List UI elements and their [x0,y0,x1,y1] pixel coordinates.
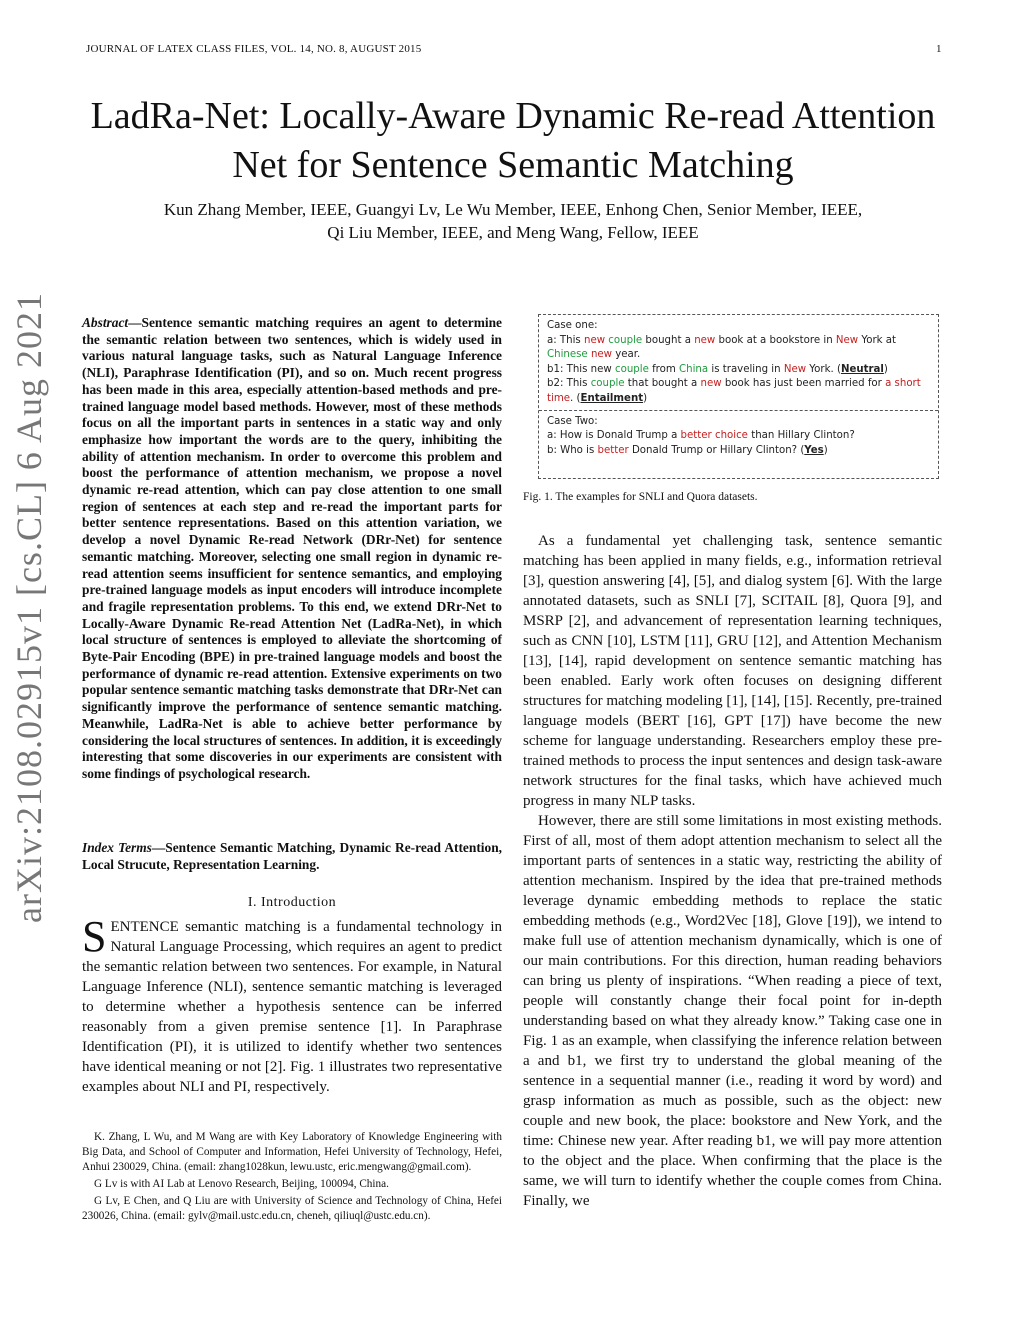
label-yes: Yes [804,444,824,456]
case-two-title: Case Two: [547,415,598,427]
section-heading: I. Introduction [247,895,337,910]
author-line-2: Qi Liu Member, IEEE, and Meng Wang, Fellow, IEEE [327,223,699,242]
author-list [80,198,946,244]
index-terms [82,840,502,873]
footnotes [82,1130,502,1226]
label-neutral: Neutral [840,363,884,375]
footnote: K. Zhang, L Wu, and M Wang are with Key Laboratory of Knowledge Engineering with Big Data, and School of Computer and Information, Hefei University of Technology, Hefei, Anhui 230029, China. (email: zhang1028kun, lewu.ustc, eric.mengwang@gmail.com). [82,1131,502,1173]
case-one-title: Case one: [547,320,598,331]
index-terms-label: Index Terms [82,840,152,855]
page-number: 1 [936,43,942,55]
figure-caption: Fig. 1. The examples for SNLI and Quora datasets. [523,491,758,503]
paragraph: As a fundamental yet challenging task, sentence semantic matching has been applied in many fields, e.g., information retrieval [3], question answering [4], [5], and dialog system [6]. With the large annotated datasets, such as SNLI [7], SCITAIL [8], Quora [9], and MSRP [2], and advancement of representation learning techniques, such as CNN [10], LSTM [11], GRU [12], and Attention Mechanism [13], [14], rapid development on sentence semantic matching has been enabled. Early work often focuses on designing different structures for matching modeling [1], [14], [15]. Recently, pre-trained language models (BERT [16], GPT [17]) have become the new scheme for language understanding. Researchers employ these pre-trained methods to process the input sentences and design task-aware network structures for the final tasks, which have achieved much progress in many NLP tasks. [523,533,942,809]
case-two-b: b: Who is better Donald Trump or Hillary Clinton? (Yes) [547,444,828,456]
paragraph: However, there are still some limitations in most existing methods. First of all, most of them adopt attention mechanism to select all the important parts of sentences in a static way, restricting the ability of attention mechanism. Inspired by the idea that pre-trained methods leverage dynamic embedding methods to replace the static embedding methods (e.g., Word2Vec [18], Glove [19]), we intend to make full use of attention mechanism dynamically, which is one of our main contributions. For this direction, human reading behaviors can bring us plenty of inspirations. “When reading a piece of text, people will constantly change their focal point for in-depth understanding based on what they already know.” Taking case one in Fig. 1 as an example, when classifying the inference relation between a and b1, we first try to understand the global meaning of the sentence in a sequential manner (i.e., reading it word by word) and grasp information as much as possible, such as the object: new couple and new book, the place: bookstore and New York, and the time: Chinese new year. After reading b1, we will pay more attention to the object and the place. When confirming that the place is the same, we will turn to identify whether the couple comes from China. Finally, we [523,813,942,1209]
figure-divider [539,410,938,411]
right-column [523,531,942,1211]
label-entailment: Entailment [580,392,644,404]
abstract [82,315,502,783]
case-one-b1: b1: This new couple from China is traveling in New York. (Neutral) [547,363,888,375]
case-one-a: a: This new couple bought a new book at a bookstore in New York at Chinese new year. [547,334,897,361]
index-terms-text: —Sentence Semantic Matching, Dynamic Re-read Attention, Local Strucute, Representation Learning. [82,840,502,872]
abstract-label: Abstract [82,315,129,330]
arxiv-stamp: arXiv:2108.02915v1 [cs.CL] 6 Aug 2021 [9,292,49,923]
case-one-b2: b2: This couple that bought a new book has just been married for a short time. (Entailment) [547,378,921,404]
figure-1-box [538,314,939,479]
author-line-1: Kun Zhang Member, IEEE, Guangyi Lv, Le Wu Member, IEEE, Enhong Chen, Senior Member, IEEE, [163,200,863,219]
drop-cap: S [82,912,107,961]
paper-title: LadRa-Net: Locally-Aware Dynamic Re-read Attention Net for Sentence Semantic Matching [90,95,936,186]
abstract-text: —Sentence semantic matching requires an agent to determine the semantic relation between two sentences, which is widely used in various natural language tasks, such as Natural Language Inference (NLI), Paraphrase Identification (PI), and so on. Much recent progress has been made in this area, especially attention-based methods and pre-trained language model based methods. However, most of these methods focus on all the important parts in sentences in a static way and only emphasize how important the words are to the query, inhibiting the ability of attention mechanism. In order to overcome this problem and boost the performance of attention mechanism, we propose a novel dynamic re-read attention, which can pay close attention to one small region of sentences at each step and re-read the important parts for better sentence representations. Based on this attention variation, we develop a novel Dynamic Re-read Network (DRr-Net) for sentence semantic matching. Moreover, selecting one small region in dynamic re-read attention seems insufficient for sentence semantics, and employing pre-trained language models as input encoders will introduce incomplete and fragile representation problems. To this end, we extend DRr-Net to Locally-Aware Dynamic Re-read Attention Net (LadRa-Net), in which local structure of sentences is employed to alleviate the shortcoming of Byte-Pair Encoding (BPE) in pre-trained language models and boost the performance of dynamic re-read attention. Extensive experiments on two popular sentence semantic matching tasks demonstrate that DRr-Net can significantly improve the performance of sentence semantic matching. Meanwhile, LadRa-Net is able to achieve better performance by considering the local structures of sentences. In addition, it is exceedingly interesting that some discoveries in our experiments are consistent with some findings of psychological research. [82,315,502,781]
intro-text: ENTENCE semantic matching is a fundamental technology in Natural Language Processing, which requires an agent to predict the semantic relation between two sentences. For example, in Natural Language Inference (NLI), sentence semantic matching is leveraged to determine whether a hypothesis sentence can be inferred reasonably from a given premise sentence [1]. In Paraphrase Identification (PI), it is utilized to identify whether two sentences have identical meaning or not [2]. Fig. 1 illustrates two representative examples about NLI and PI, respectively. [82,919,502,1095]
footnote: G Lv, E Chen, and Q Liu are with University of Science and Technology of China, Hefei 230026, China. (email: gylv@mail.ustc.edu.cn, cheneh, qiliuql@ustc.edu.cn). [82,1195,502,1222]
intro-paragraph [82,912,502,1097]
footnote: G Lv is with AI Lab at Lenovo Research, Beijing, 100094, China. [94,1178,389,1190]
running-header: JOURNAL OF LATEX CLASS FILES, VOL. 14, NO. 8, AUGUST 2015 [86,43,422,55]
case-two-a: a: How is Donald Trump a better choice than Hillary Clinton? [547,430,855,442]
